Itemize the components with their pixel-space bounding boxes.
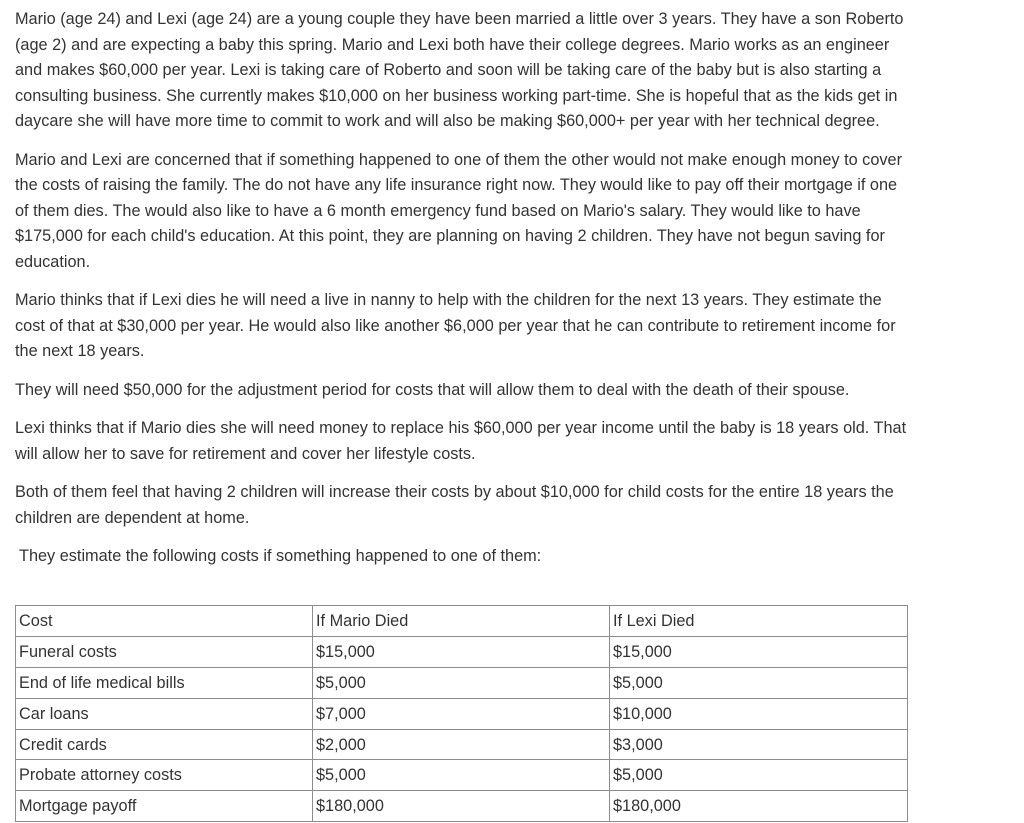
paragraph-income-replacement: Lexi thinks that if Mario dies she will need money to replace his $60,000 per year income until the baby is 18 years old. That will allow her to save for retirement and cover her lifestyle costs. <box>15 419 907 463</box>
mario-value: $5,000 <box>313 760 610 791</box>
cost-label: Car loans <box>16 698 313 729</box>
mario-value: $180,000 <box>313 791 610 822</box>
lexi-value: $5,000 <box>610 760 908 791</box>
lexi-value: $5,000 <box>610 667 908 698</box>
header-if-lexi-died: If Lexi Died <box>610 606 908 637</box>
cost-label: End of life medical bills <box>16 667 313 698</box>
table-row <box>16 667 908 698</box>
cost-label: Probate attorney costs <box>16 760 313 791</box>
table-row <box>16 698 908 729</box>
lexi-value: $10,000 <box>610 698 908 729</box>
mario-value: $15,000 <box>313 636 610 667</box>
cost-label: Credit cards <box>16 729 313 760</box>
header-if-mario-died: If Mario Died <box>313 606 610 637</box>
paragraph-adjustment-period: They will need $50,000 for the adjustment period for costs that will allow them to deal with the death of their spouse. <box>15 380 850 399</box>
cost-table <box>15 605 908 822</box>
paragraph-insurance-concerns: Mario and Lexi are concerned that if something happened to one of them the other would not make enough money to cover the costs of raising the family. The do not have any life insurance right now. They would like to pay off their mortgage if one of them dies. The would also like to have a 6 month emergency fund based on Mario's salary. They would like to have $175,000 for each child's education. At this point, they are planning on having 2 children. They have not begun saving for education. <box>15 150 902 271</box>
cost-label: Mortgage payoff <box>16 791 313 822</box>
table-row <box>16 760 908 791</box>
paragraph-couple-background: Mario (age 24) and Lexi (age 24) are a young couple they have been married a little over 3 years. They have a son Roberto (age 2) and are expecting a baby this spring. Mario and Lexi both have their college degrees. Mario works as an engineer and makes $60,000 per year. Lexi is taking care of Roberto and soon will be taking care of the baby but is also starting a consulting business. She currently makes $10,000 on her business working part-time. She is hopeful that as the kids get in daycare she will have more time to commit to work and will also be making $60,000+ per year with her technical degree. <box>15 10 904 130</box>
lexi-value: $3,000 <box>610 729 908 760</box>
lexi-value: $180,000 <box>610 791 908 822</box>
paragraph-table-intro: They estimate the following costs if something happened to one of them: <box>19 547 542 565</box>
table-row <box>16 791 908 822</box>
table-row <box>16 729 908 760</box>
header-cost: Cost <box>16 606 313 637</box>
table-row <box>16 636 908 667</box>
paragraph-nanny-costs: Mario thinks that if Lexi dies he will need a live in nanny to help with the children for the next 13 years. They estimate the cost of that at $30,000 per year. He would also like another $6,000 per year that he can contribute to retirement income for the next 18 years. <box>15 291 896 360</box>
lexi-value: $15,000 <box>610 636 908 667</box>
document-body <box>15 7 915 570</box>
cost-label: Funeral costs <box>16 636 313 667</box>
mario-value: $5,000 <box>313 667 610 698</box>
mario-value: $7,000 <box>313 698 610 729</box>
paragraph-child-costs: Both of them feel that having 2 children will increase their costs by about $10,000 for child costs for the entire 18 years the children are dependent at home. <box>15 483 894 527</box>
mario-value: $2,000 <box>313 729 610 760</box>
table-header-row <box>16 606 908 637</box>
